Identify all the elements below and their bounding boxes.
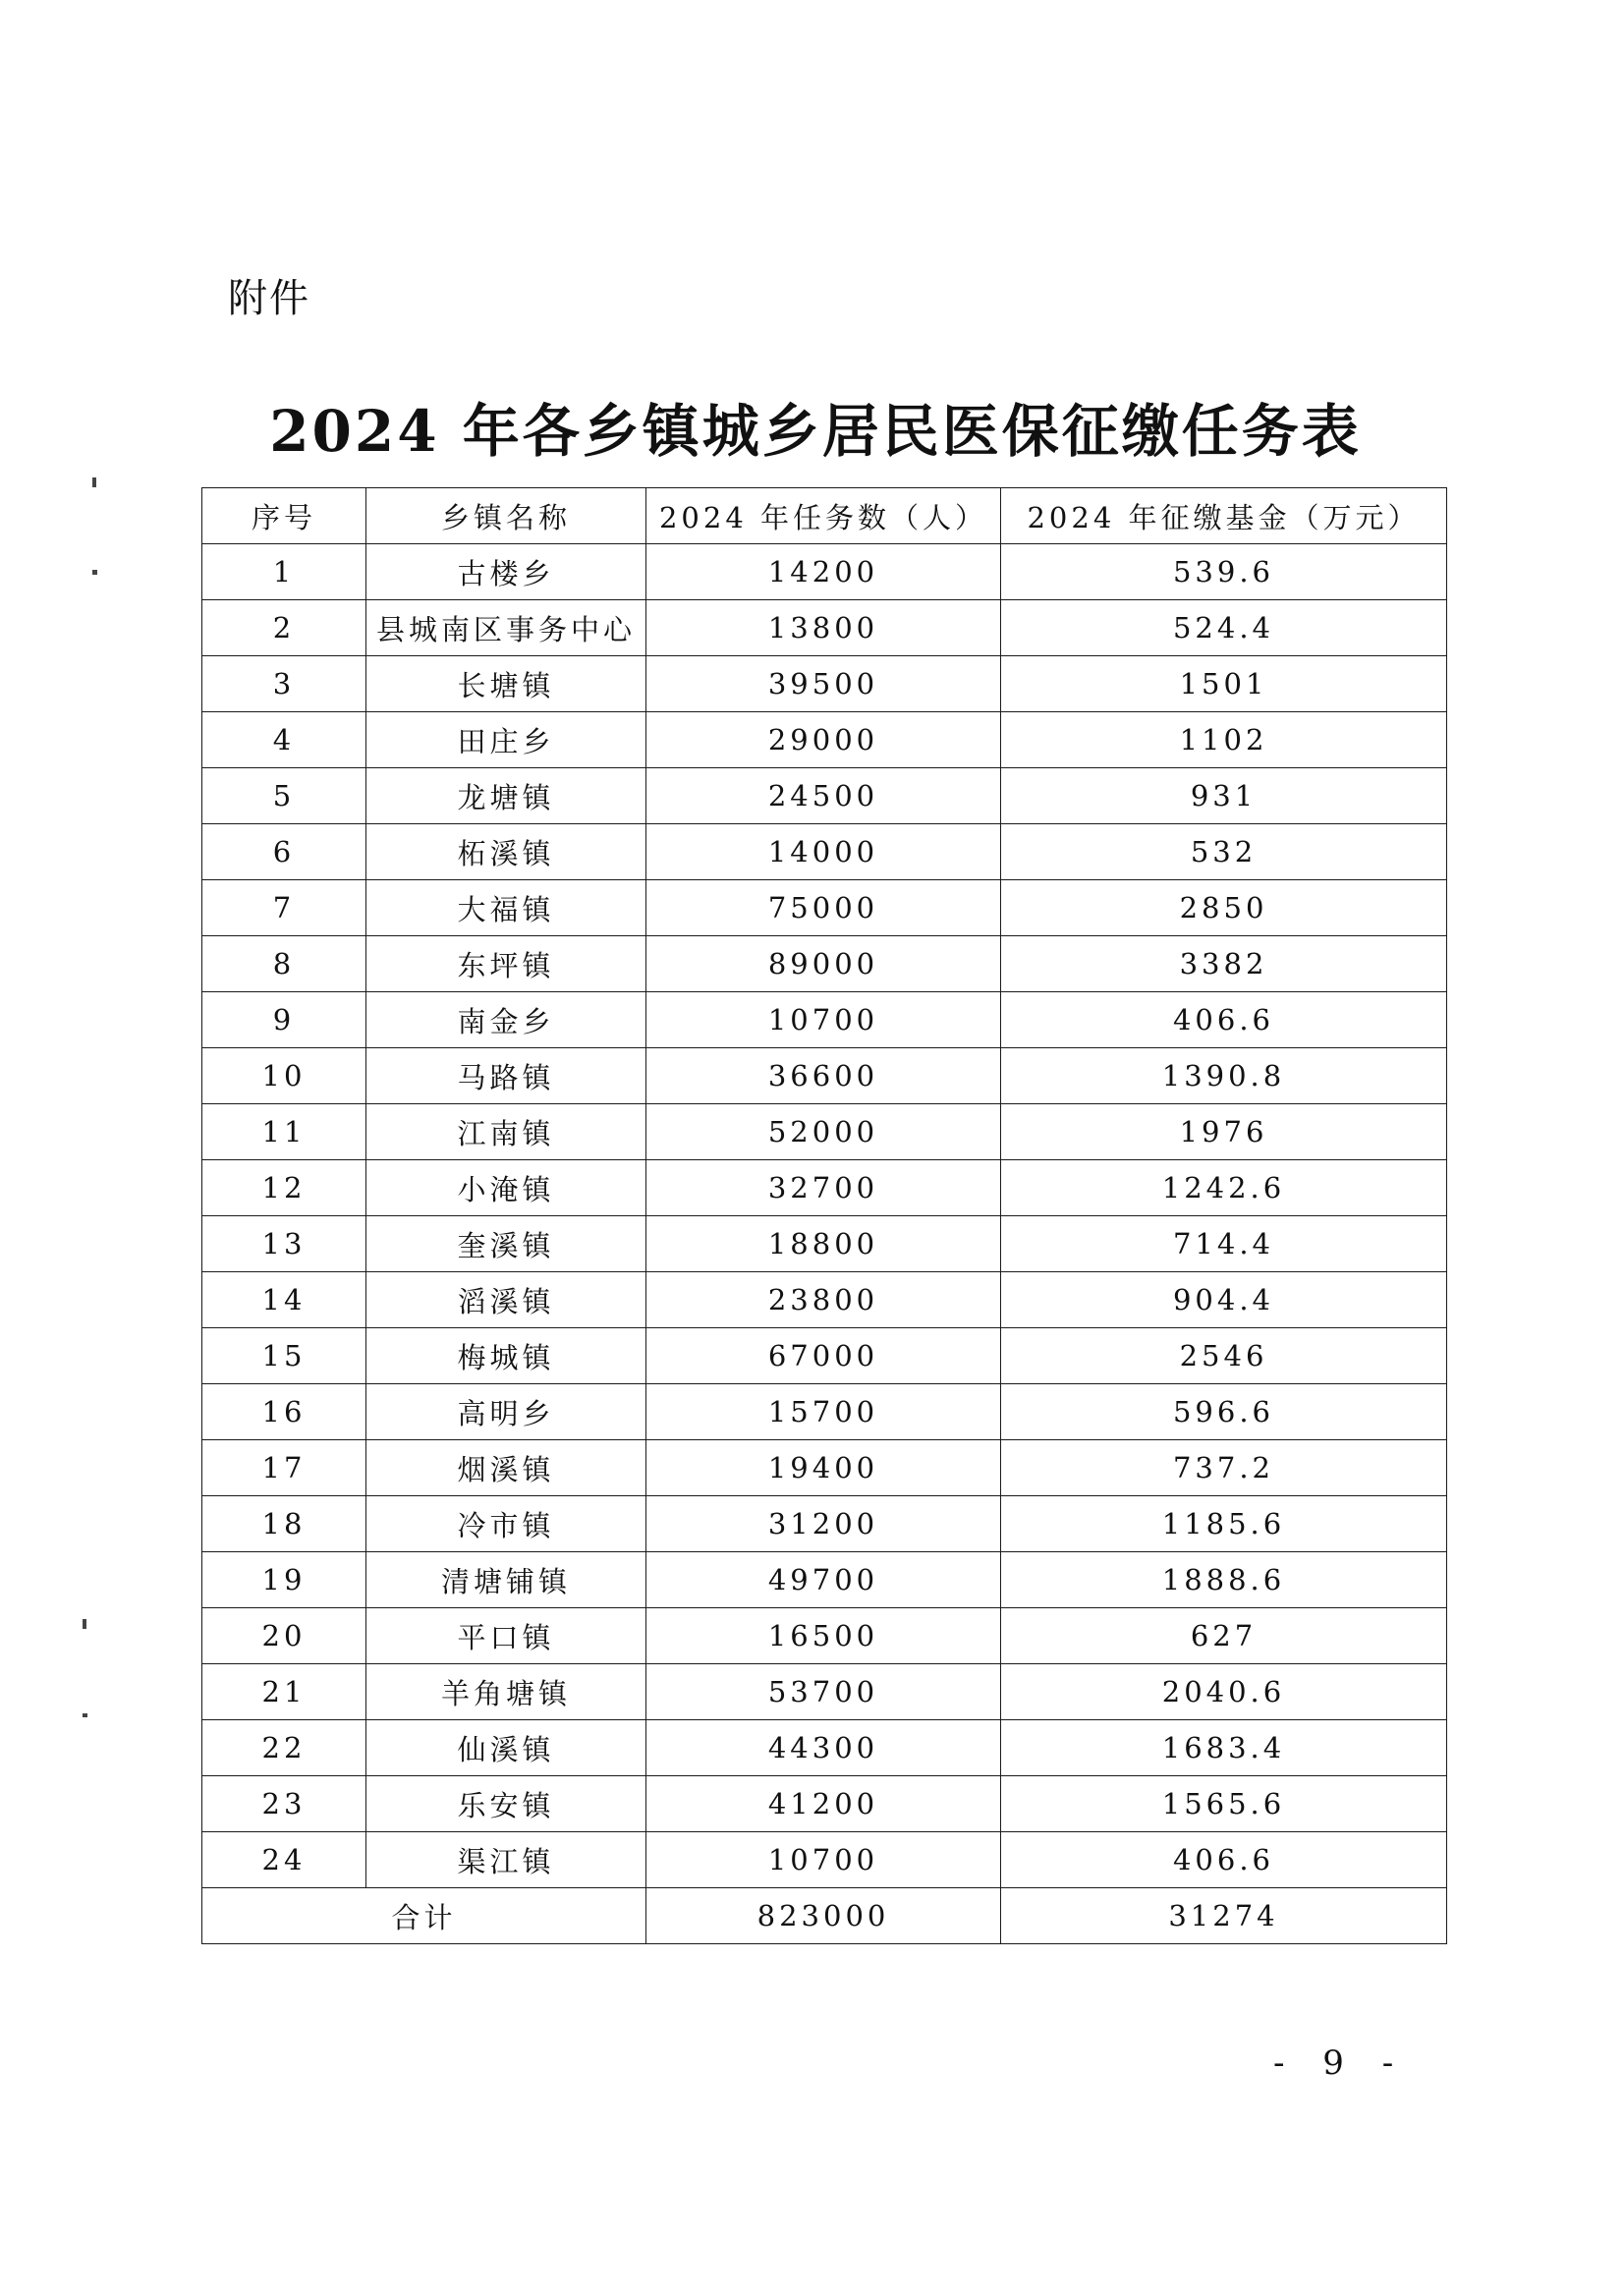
row-tasks: 18800	[646, 1216, 1001, 1272]
row-tasks: 10700	[646, 992, 1001, 1048]
task-table	[201, 487, 1447, 1944]
row-fund: 1683.4	[1001, 1720, 1447, 1776]
row-tasks: 39500	[646, 656, 1001, 712]
row-township: 龙塘镇	[366, 768, 646, 824]
row-tasks: 67000	[646, 1328, 1001, 1384]
row-no: 4	[202, 712, 366, 768]
row-fund: 714.4	[1001, 1216, 1447, 1272]
row-tasks: 23800	[646, 1272, 1001, 1328]
row-no: 18	[202, 1496, 366, 1552]
row-tasks: 75000	[646, 880, 1001, 936]
row-fund: 406.6	[1001, 992, 1447, 1048]
table-row	[202, 544, 1447, 600]
total-tasks: 823000	[646, 1888, 1001, 1944]
row-no: 11	[202, 1104, 366, 1160]
row-no: 2	[202, 600, 366, 656]
table-row	[202, 1440, 1447, 1496]
table-row	[202, 712, 1447, 768]
scan-mark	[92, 477, 96, 487]
row-tasks: 16500	[646, 1608, 1001, 1664]
row-township: 南金乡	[366, 992, 646, 1048]
row-fund: 737.2	[1001, 1440, 1447, 1496]
total-row	[202, 1888, 1447, 1944]
row-township: 古楼乡	[366, 544, 646, 600]
row-fund: 3382	[1001, 936, 1447, 992]
row-township: 冷市镇	[366, 1496, 646, 1552]
row-no: 23	[202, 1776, 366, 1832]
row-tasks: 52000	[646, 1104, 1001, 1160]
row-township: 滔溪镇	[366, 1272, 646, 1328]
row-township: 小淹镇	[366, 1160, 646, 1216]
row-no: 6	[202, 824, 366, 880]
table-row	[202, 1104, 1447, 1160]
row-tasks: 44300	[646, 1720, 1001, 1776]
row-no: 14	[202, 1272, 366, 1328]
row-township: 大福镇	[366, 880, 646, 936]
table-row	[202, 1216, 1447, 1272]
row-fund: 2850	[1001, 880, 1447, 936]
row-tasks: 29000	[646, 712, 1001, 768]
row-fund: 627	[1001, 1608, 1447, 1664]
row-no: 20	[202, 1608, 366, 1664]
row-township: 长塘镇	[366, 656, 646, 712]
row-fund: 931	[1001, 768, 1447, 824]
table-row	[202, 1720, 1447, 1776]
row-tasks: 15700	[646, 1384, 1001, 1440]
row-no: 17	[202, 1440, 366, 1496]
row-tasks: 41200	[646, 1776, 1001, 1832]
table-row	[202, 880, 1447, 936]
table-row	[202, 936, 1447, 992]
row-tasks: 49700	[646, 1552, 1001, 1608]
table-row	[202, 824, 1447, 880]
table-row	[202, 1664, 1447, 1720]
row-no: 16	[202, 1384, 366, 1440]
table-row	[202, 1552, 1447, 1608]
row-tasks: 24500	[646, 768, 1001, 824]
table-row	[202, 1272, 1447, 1328]
row-township: 奎溪镇	[366, 1216, 646, 1272]
row-fund: 904.4	[1001, 1272, 1447, 1328]
table-body	[202, 544, 1447, 1888]
row-township: 平口镇	[366, 1608, 646, 1664]
row-tasks: 31200	[646, 1496, 1001, 1552]
table-row	[202, 1776, 1447, 1832]
table-row	[202, 656, 1447, 712]
table-row	[202, 768, 1447, 824]
table-row	[202, 600, 1447, 656]
row-fund: 1501	[1001, 656, 1447, 712]
row-fund: 596.6	[1001, 1384, 1447, 1440]
table-header-row	[202, 488, 1447, 544]
table-row	[202, 1608, 1447, 1664]
row-no: 10	[202, 1048, 366, 1104]
row-no: 22	[202, 1720, 366, 1776]
table-row	[202, 1048, 1447, 1104]
row-fund: 406.6	[1001, 1832, 1447, 1888]
row-tasks: 10700	[646, 1832, 1001, 1888]
scan-mark	[92, 570, 97, 575]
row-tasks: 89000	[646, 936, 1001, 992]
scan-mark	[83, 1619, 86, 1629]
row-fund: 1102	[1001, 712, 1447, 768]
row-fund: 539.6	[1001, 544, 1447, 600]
table-row	[202, 1328, 1447, 1384]
scan-mark	[83, 1713, 87, 1717]
row-tasks: 14000	[646, 824, 1001, 880]
row-township: 马路镇	[366, 1048, 646, 1104]
row-no: 15	[202, 1328, 366, 1384]
table-row	[202, 1832, 1447, 1888]
row-no: 19	[202, 1552, 366, 1608]
row-township: 梅城镇	[366, 1328, 646, 1384]
total-label: 合计	[202, 1888, 646, 1944]
row-no: 13	[202, 1216, 366, 1272]
row-no: 1	[202, 544, 366, 600]
row-township: 柘溪镇	[366, 824, 646, 880]
row-fund: 1888.6	[1001, 1552, 1447, 1608]
row-township: 仙溪镇	[366, 1720, 646, 1776]
row-township: 烟溪镇	[366, 1440, 646, 1496]
row-fund: 1242.6	[1001, 1160, 1447, 1216]
row-fund: 1185.6	[1001, 1496, 1447, 1552]
total-fund: 31274	[1001, 1888, 1447, 1944]
row-no: 21	[202, 1664, 366, 1720]
table-row	[202, 1384, 1447, 1440]
row-tasks: 32700	[646, 1160, 1001, 1216]
row-township: 清塘铺镇	[366, 1552, 646, 1608]
header-cell-no: 序号	[202, 488, 366, 544]
row-township: 渠江镇	[366, 1832, 646, 1888]
row-township: 县城南区事务中心	[366, 600, 646, 656]
row-fund: 532	[1001, 824, 1447, 880]
row-fund: 524.4	[1001, 600, 1447, 656]
row-no: 5	[202, 768, 366, 824]
row-tasks: 14200	[646, 544, 1001, 600]
row-tasks: 19400	[646, 1440, 1001, 1496]
header-cell-tasks: 2024 年任务数（人）	[646, 488, 1001, 544]
row-fund: 1565.6	[1001, 1776, 1447, 1832]
row-no: 9	[202, 992, 366, 1048]
page-number: - 9 -	[1273, 2043, 1408, 2083]
row-township: 乐安镇	[366, 1776, 646, 1832]
row-no: 8	[202, 936, 366, 992]
row-no: 7	[202, 880, 366, 936]
row-fund: 2040.6	[1001, 1664, 1447, 1720]
row-fund: 2546	[1001, 1328, 1447, 1384]
row-township: 东坪镇	[366, 936, 646, 992]
row-no: 12	[202, 1160, 366, 1216]
row-tasks: 36600	[646, 1048, 1001, 1104]
row-fund: 1976	[1001, 1104, 1447, 1160]
row-tasks: 13800	[646, 600, 1001, 656]
document-title: 2024 年各乡镇城乡居民医保征缴任务表	[269, 398, 1362, 465]
header-cell-fund: 2024 年征缴基金（万元）	[1001, 488, 1447, 544]
row-township: 田庄乡	[366, 712, 646, 768]
row-tasks: 53700	[646, 1664, 1001, 1720]
table-row	[202, 992, 1447, 1048]
row-fund: 1390.8	[1001, 1048, 1447, 1104]
row-no: 24	[202, 1832, 366, 1888]
table-row	[202, 1496, 1447, 1552]
row-township: 高明乡	[366, 1384, 646, 1440]
row-township: 羊角塘镇	[366, 1664, 646, 1720]
header-cell-name: 乡镇名称	[366, 488, 646, 544]
row-no: 3	[202, 656, 366, 712]
attachment-label: 附件	[228, 276, 310, 321]
row-township: 江南镇	[366, 1104, 646, 1160]
table-row	[202, 1160, 1447, 1216]
